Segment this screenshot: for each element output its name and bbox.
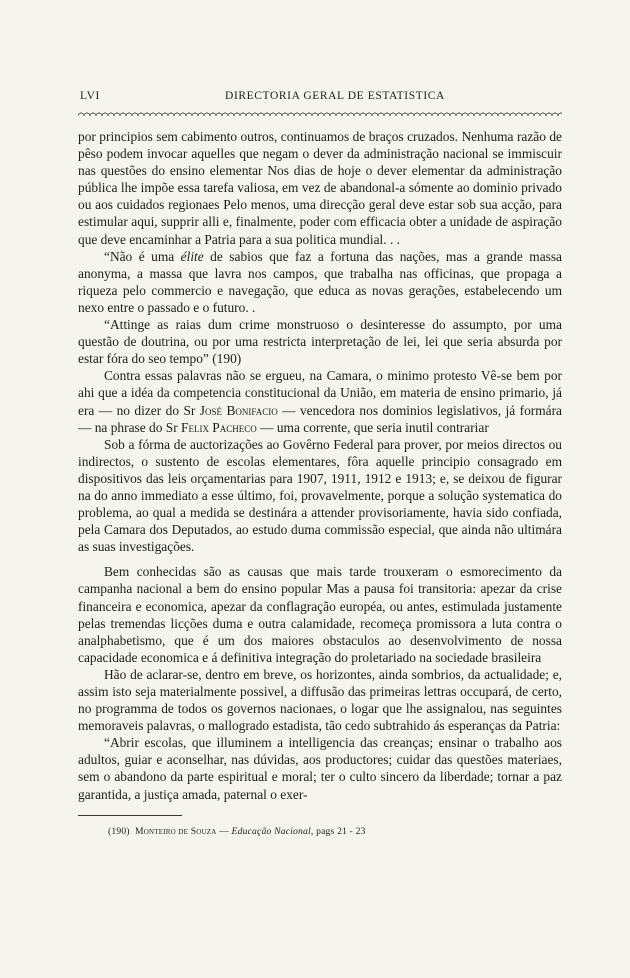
paragraph-6: Bem conhecidas são as causas que mais tarde trouxeram o esmorecimento da campanha nacional a bem do ensino popular Mas a pausa foi transitoria: apezar da crise financeira e economica, apezar da conflagração européa, ou antes, estimulada justamente pelas tremendas licções duma e outra calamidade, recomeça promissora a luta contra o analphabetismo, que é um dos maiores obstaculos ao desenvolvimento de nossa capacidade economica e á definitiva integração do proletariado na sociedade brasileira bbox=[78, 564, 562, 665]
paragraph-8: “Abrir escolas, que illuminem a intelligencia das creanças; ensinar o trabalho aos adultos, guiar e aconselhar, nas dúvidas, aos productores; cuidar das questões materiaes, sem o abandono da parte espiritual e moral; ter o culto sincero da liberdade; tornar a paz garantida, a justiça amada, paternal o exer- bbox=[78, 735, 562, 802]
text-run: Contra essas palavras não se ergueu, na Camara, o minimo protesto Vê-se bem por ahi que a idéa da competencia constitucional da União, em materia de ensino primario, já era — no dizer do Sr bbox=[78, 368, 562, 418]
footnote-dash: — bbox=[216, 825, 232, 837]
header-title: DIRECTORIA GERAL DE ESTATISTICA bbox=[225, 90, 445, 102]
paragraph-5: Sob a fórma de auctorizações ao Govêrno Federal para prover, por meios directos ou indirectos, o sustento de escolas elementares, fôra aquelle principio consagrado em dispositivos das leis orçamentarias para 1907, 1911, 1912 e 1913; e, se deixou de figurar na do anno immediato a esse último, foi, provavelmente, porque a solução systematica do problema, ao qual a medida se destinára a attender provisoriamente, havia sido confiada, pela Camara dos Deputados, ao estudo duma commissão especial, que ainda não ultimára as suas investigações. bbox=[78, 436, 562, 555]
footnote-rule bbox=[78, 815, 182, 816]
document-page bbox=[78, 88, 562, 837]
italic-term: élite bbox=[180, 248, 204, 264]
paragraph-7: Hão de aclarar-se, dentro em breve, os horizontes, ainda sombrios, da actualidade; e, assim isto seja materialmente possivel, a diffusão das primeiras lettras occupará, de certo, no programma de todos os governos nacionaes, o logar que lhe assignalou, nas seguintes memoraveis palavras, o mallogrado estadista, tão cedo subtrahido ás esperanças da Patria: bbox=[78, 666, 562, 734]
running-header bbox=[78, 88, 562, 110]
paragraph-1: por principios sem cabimento outros, continuamos de braços cruzados. Nenhuma razão de pêso podem invocar aquelles que negam o dever da administração nacional se immiscuir nas questões do ensino elementar Nos dias de hoje o dever elementar da administração pública lhe impõe essa tarefa valiosa, em vez de abandonal-a sómente ao dominio privado ou aos cuidados regionaes Pelo menos, uma direcção geral deve estar sob sua acção, para estimular aqui, supprir alli e, finalmente, poder com efficacia obter a unidade de aspiração que deve encaminhar a Patria para a sua politica mundial. . . bbox=[78, 129, 562, 247]
paragraph-3: “Attinge as raias dum crime monstruoso o desinteresse do assumpto, por uma questão de doutrina, ou por uma restricta interpretação de lei, lei que seria absurda por estar fóra do seo tempo” (190) bbox=[78, 317, 562, 367]
text-run: — vencedora nos dominios legislativos, já formára — na phrase do Sr bbox=[78, 402, 562, 435]
quote-text: “Não é uma bbox=[104, 248, 181, 264]
footnote-work: Educação Nacional bbox=[231, 825, 311, 837]
person-name: Felix Pacheco bbox=[181, 419, 257, 435]
footnote-number: (190) bbox=[108, 825, 130, 837]
footnote-pages: , pags 21 - 23 bbox=[310, 825, 366, 837]
footnote-author: Monteiro de Souza bbox=[134, 825, 217, 837]
quote-text: de sabios que faz a fortuna das nações, mas a grande massa anonyma, a massa que lavra nos campos, que trabalha nas officinas, que propaga a riqueza pelo commercio e navegação, que educa as novas gerações, estabelecendo um nexo entre o passado e o futuro. . bbox=[78, 248, 562, 315]
page-number: LVI bbox=[80, 90, 100, 102]
paragraph-4 bbox=[78, 367, 562, 435]
footnote bbox=[78, 826, 562, 837]
person-name: José Bonifacio bbox=[199, 402, 278, 418]
text-run: — uma corrente, que seria inutil contrariar bbox=[256, 419, 489, 435]
paragraph-2 bbox=[78, 248, 562, 316]
body-text bbox=[78, 128, 562, 803]
wavy-rule bbox=[78, 110, 562, 116]
